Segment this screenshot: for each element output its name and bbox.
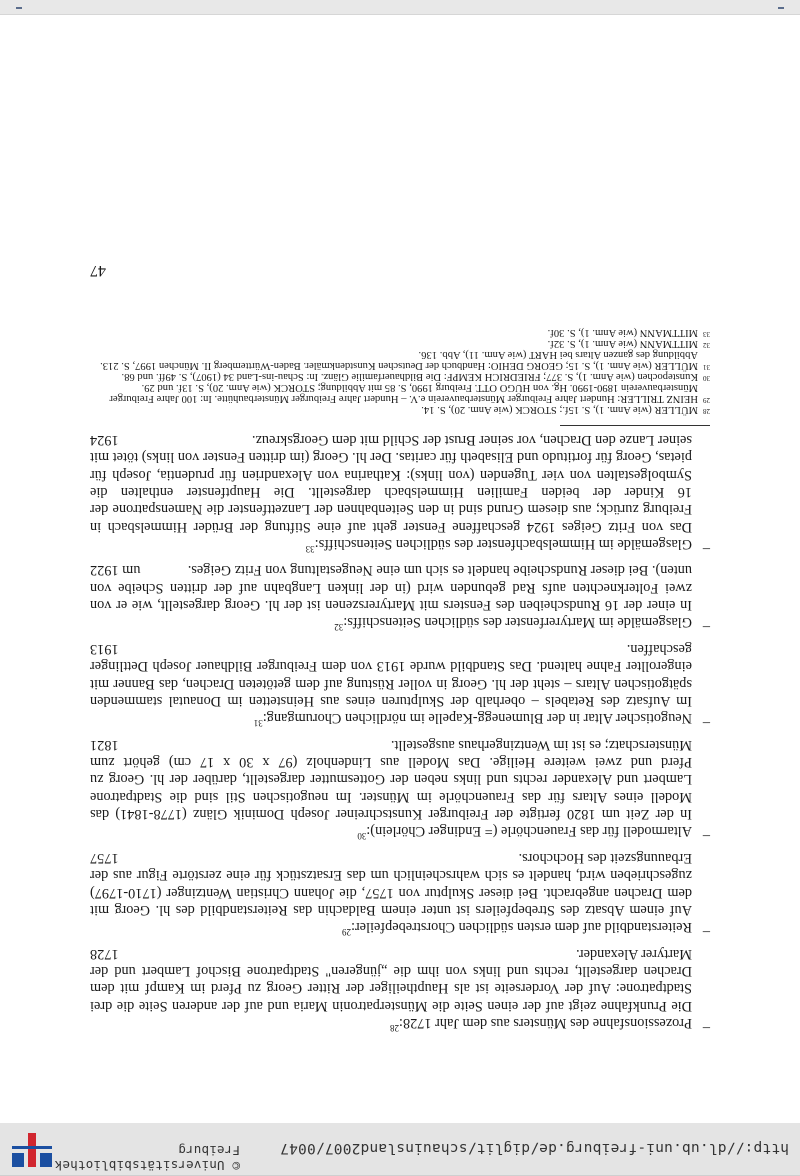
strip-mark-right (16, 7, 22, 9)
footnote-separator (560, 425, 710, 426)
entry-bullet: – (702, 715, 710, 732)
entry-text: Auf einem Absatz des Strebepfeilers ist unter einem Baldachin das Reiterstandbild des hl. Georg mit dem Drachen angebracht. Bei dieser Skulptur von 1757, die Johann Christian Wentzinger (1710-1797) zugeschrieben wird, handelt es sich wahrscheinlich um das Ersatzstück für eine zerstörte Figur aus der Erbauungszeit des Hochchors. (90, 849, 692, 919)
footnote-text: MÜLLER (wie Anm. 1), S. 15f.; STORCK (wie Anm. 20), S. 14. (421, 404, 698, 416)
footnote-ref[interactable]: 33 (305, 543, 315, 554)
entry-heading: Altarmodell für das Frauenchörle (= Endinger Chörlein):$^{30}$ (357, 823, 692, 842)
entry-year: 1757 (90, 849, 119, 866)
footnote (90, 371, 710, 382)
entry-text: Die Prunkfahne zeigt auf der einen Seite die Münsterpatronin Maria und auf der anderen Seite die drei Stadtpatrone: Auf der Vorderseite ist als Hauptheiliger der Ritter Georg zu Pferd im Kampf mit dem Drachen dargestellt, rechts und links von ihm die „jüngeren" Stadtpatrone Bischof Lambert und der Martyrer Alexander. (90, 945, 692, 1014)
page-content (90, 261, 710, 1036)
entry-bullet: – (702, 828, 710, 845)
footnotes (90, 327, 710, 415)
entry-heading: Neugotischer Altar in der Blumenegg-Kapelle im nördlichen Chorumgang:$^{31}$ (253, 710, 692, 729)
footnote-number: 28 (703, 407, 710, 416)
footnote-number: 31 (703, 363, 710, 372)
footnote-number: 30 (703, 374, 710, 383)
entry (90, 430, 710, 557)
entry-bullet: – (702, 619, 710, 636)
entry-year: 1728 (90, 945, 119, 962)
footnote-text: MITTMANN (wie Anm. 1), S. 32f. (547, 338, 698, 350)
footnote (90, 404, 710, 415)
copyright-notice: © Universitätsbibliothek Freiburg (54, 1143, 240, 1173)
footnote (90, 338, 710, 349)
entry-year: 1821 (90, 736, 119, 753)
entry-text: In der Zeit um 1820 fertigte der Freiburger Kunstschreiner Joseph Dominik Glänz (1778-1841) das Modell eines Altars für das Frauenchörle im Münster. Im neugotischen Stil sind die Stadtpatrone Lambert und Alexander rechts und links neben der Gottesmutter dargestellt, darüber der hl. Georg zu Pferd und zwei weitere Heilige. Das Modell aus Lindenholz (97 x 30 x 17 cm) gehört zum Münsterschatz; es ist im Wentzingerhaus ausgestellt. (90, 736, 692, 823)
footnote-text: Kunstepochen (wie Anm. 1), S. 377; FRIEDRICH KEMPF: Die Bildhauerfamilie Glänz. In: Schau-ins-Land 34 (1907), S. 49ff. und 68. (121, 371, 698, 383)
entry-text: Im Aufsatz des Retabels – oberhalb der Skulpturen eines aus Heinstetten im Donautal stammenden spätgotischen Altars – steht der hl. Georg in voller Rüstung auf dem getöteten Drachen, das Banner mit eingerollter Fahne haltend. Das Standbild wurde 1913 von dem Freiburger Bildhauer Joseph Dettlinger geschaffen. (90, 640, 692, 709)
page-number: 47 (90, 262, 106, 280)
entry-year: 1924 (90, 431, 119, 448)
entry-heading: Glasgemälde im Martyrerfenster des südlichen Seitenschiffs:$^{32}$ (334, 614, 692, 633)
entry-year: um 1922 (90, 562, 141, 579)
footnote (90, 349, 710, 371)
footnote (90, 382, 710, 404)
ub-freiburg-logo-icon (12, 1133, 52, 1167)
footnote-ref[interactable]: 28 (389, 1023, 399, 1033)
entry-heading: Glasgemälde im Himmelsbachfenster des südlichen Seitenschiffs:$^{33}$ (305, 536, 692, 554)
strip-mark-left (778, 7, 784, 9)
footnote-ref[interactable]: 30 (357, 831, 367, 842)
footnote-text: MITTMANN (wie Anm. 1), S. 30f. (547, 327, 698, 339)
entry-text: Das von Fritz Geiges 1924 geschaffene Fenster geht auf eine Stiftung der Brüder Himmelsbach in Freiburg zurück; aus diesem Grund sind in den Seitenbahnen der Lanzettfenster die Namenspatrone der 16 Kinder der beiden Familien Himmelsbach dargestellt. Die Hauptfenster enthalten die Symbolgestalten von vier Tugenden (von links): Katharina von Alexandrien für prudentia, Joseph für pietas, Georg für fortitudo und Elisabeth für caritas. Der hl. Georg (im dritten Fenster von links) tötet mit seiner Lanze den Drachen, vor seiner Brust der Schild mit dem Georgskreuz. (90, 431, 692, 535)
footnote-number: 29 (703, 396, 710, 405)
entry-bullet: – (702, 540, 710, 557)
footnote-text: MÜLLER (wie Anm. 1), S. 15; GEORG DEHIO: Handbuch der Deutschen Kunstdenkmäler. Baden-Württemberg II. München 1997, S. 213. Abbildung des ganzen Altars bei HART (wie Anm. 11), Abb. 136. (100, 349, 698, 372)
entry-text: In einer der 16 Rundscheiben des Fensters mit Martyrerszenen ist der hl. Georg dargestellt, wie er von zwei Folterknechten aufs Rad gebunden wird (in der linken Langbahn auf der dritten Scheibe von unten). Bei dieser Rundscheibe handelt es sich um eine Neugestaltung von Fritz Geiges. (90, 562, 692, 614)
footnote-text: HEINZ TRILLER: Hundert Jahre Freiburger Münsterbauverein e.V. – Hundert Jahre Freiburger Münsterbauhütte. In: 100 Jahre Freiburger Münsterbauverein 1890-1990. Hg. von HUGO OTT. Freiburg 1990, S. 85 mit Abbildung; STORCK (wie Anm. 20), S. 13f. und 29. (109, 382, 698, 405)
entry-list (90, 430, 710, 1036)
footnote-ref[interactable]: 29 (341, 927, 351, 938)
footnote-number: 33 (703, 330, 710, 339)
footnote (90, 327, 710, 338)
entry (90, 735, 710, 844)
entry-bullet: – (702, 924, 710, 941)
entry-heading: Prozessionsfahne des Münsters aus dem Jahr 1728:$^{28}$ (389, 1015, 692, 1033)
footnote-ref[interactable]: 32 (334, 622, 344, 633)
entry-year: 1913 (90, 640, 119, 657)
bottom-strip (0, 0, 800, 15)
permalink-url[interactable]: http://dl.ub.uni-freiburg.de/diglit/schauinsland2007/0047 (280, 1140, 789, 1156)
digitization-banner (0, 1123, 800, 1176)
entry-bullet: – (702, 1020, 710, 1036)
footnote-ref[interactable]: 31 (253, 718, 263, 729)
entry (90, 639, 710, 731)
entry-heading: Reiterstandbild auf dem ersten südlichen Chorstrebepfeiler:$^{29}$ (341, 919, 692, 938)
footnote-number: 32 (703, 341, 710, 350)
entry (90, 561, 710, 635)
entry (90, 848, 710, 940)
entry (90, 944, 710, 1036)
